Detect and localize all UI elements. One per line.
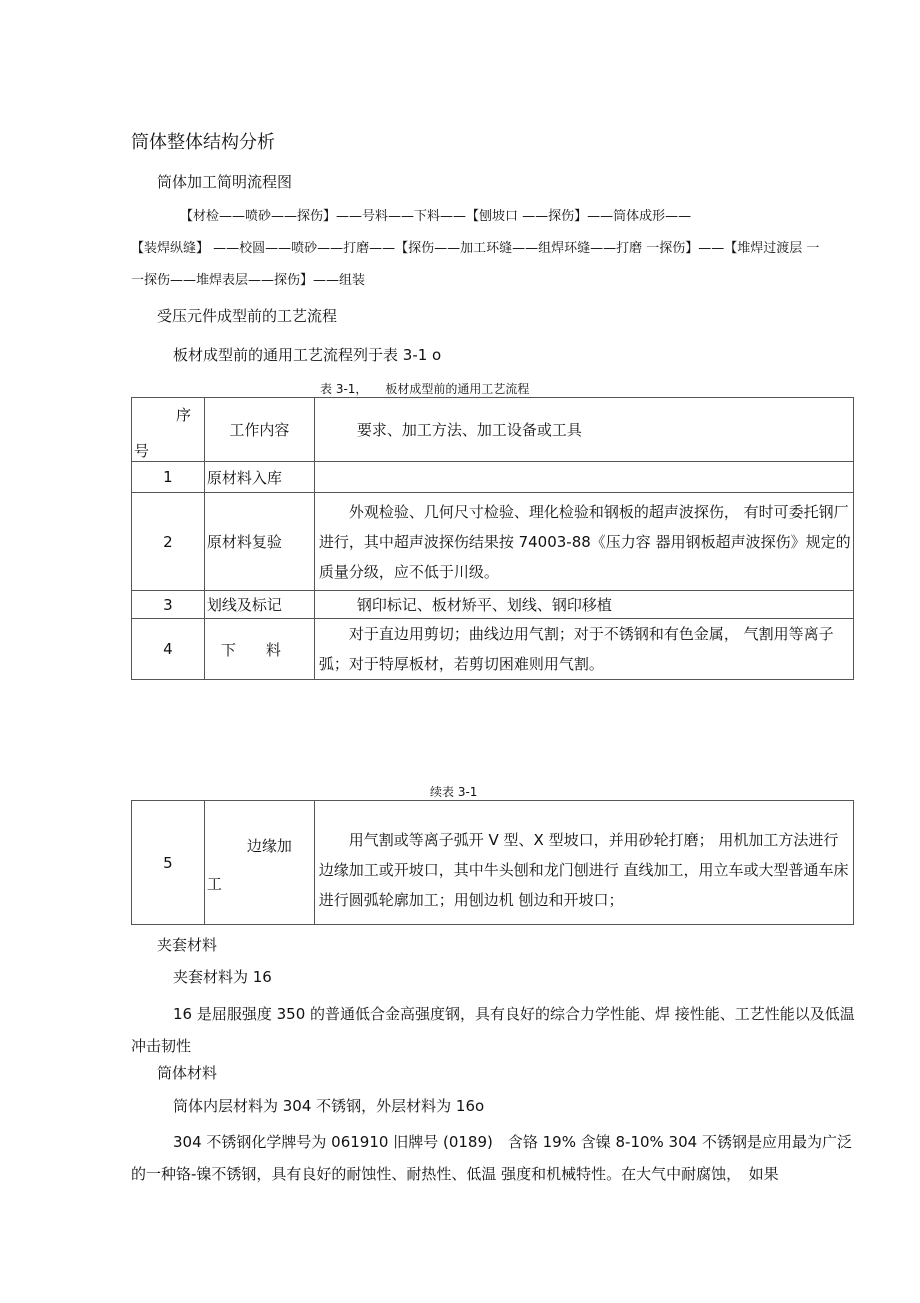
header-content: 工作内容 <box>204 398 314 462</box>
row-seq: 3 <box>132 591 205 619</box>
continued-table-caption: 续表 3-1 <box>430 785 478 799</box>
section-heading-structure: 筒体整体结构分析 <box>131 132 275 153</box>
row-content <box>204 801 314 925</box>
flow-line-1: 【材检——喷砂——探伤】——号料——下料——【刨坡口 ——探伤】——筒体成形—— <box>180 209 692 224</box>
table-row <box>132 591 854 619</box>
row-requirements: 对于直边用剪切；曲线边用气割；对于不锈钢和有色金属， 气割用等离子弧；对于特厚板材，若剪切困难则用气割。 <box>314 619 853 680</box>
row-content: 划线及标记 <box>204 591 314 619</box>
row-content: 原材料入库 <box>204 462 314 493</box>
shell-material-line: 筒体内层材料为 304 不锈钢，外层材料为 16o <box>173 1097 485 1115</box>
header-seq-cell <box>132 398 205 462</box>
clamp-material-heading: 夹套材料 <box>157 936 218 954</box>
row-requirements: 钢印标记、板材矫平、划线、钢印移植 <box>314 591 853 619</box>
table-row <box>132 619 854 680</box>
row-seq: 4 <box>132 619 205 680</box>
table-header-row <box>132 398 854 462</box>
table-caption: 表 3-1， 板材成型前的通用工艺流程 <box>320 382 530 396</box>
table-row <box>132 462 854 493</box>
row-content: 原材料复验 <box>204 493 314 591</box>
row-seq: 5 <box>132 801 205 925</box>
row-content-b: 工 <box>206 875 222 893</box>
header-seq-a: 序 <box>176 406 192 424</box>
table-row <box>132 801 854 925</box>
table-intro: 板材成型前的通用工艺流程列于表 3-1 o <box>173 346 442 364</box>
row-requirements: 用气割或等离子弧开 V 型、X 型坡口，并用砂轮打磨； 用机加工方法进行边缘加工或开坡口，其中牛头刨和龙门刨进行 直线加工，用立车或大型普通车床进行圆弧轮廓加工；用刨边机 刨边和开坡口； <box>314 801 853 925</box>
row-requirements <box>314 462 853 493</box>
header-requirements: 要求、加工方法、加工设备或工具 <box>314 398 853 462</box>
clamp-material-description: 16 是屈服强度 350 的普通低合金高强度钢，具有良好的综合力学性能、焊 接性能、工艺性能以及低温冲击韧性 <box>131 1005 855 1055</box>
row-requirements: 外观检验、几何尺寸检验、理化检验和钢板的超声波探伤， 有时可委托钢厂进行，其中超声波探伤结果按 74003-88《压力容 器用钢板超声波探伤》规定的质量分级，应不低于川级。 <box>314 493 853 591</box>
row-seq: 1 <box>132 462 205 493</box>
flow-line-3: 一探伤——堆焊表层——探伤】——组装 <box>131 273 366 288</box>
process-table <box>131 397 854 680</box>
flow-title: 筒体加工简明流程图 <box>157 173 293 191</box>
continued-table <box>131 800 854 925</box>
table-row <box>132 493 854 591</box>
shell-material-heading: 筒体材料 <box>157 1064 218 1082</box>
stainless-steel-description: 304 不锈钢化学牌号为 061910 旧牌号 (0189) 含铬 19% 含镍 8-10% 304 不锈钢是应用最为广泛的一种铬-镍不锈钢，具有良好的耐蚀性、耐热性、低温 强度和机械特性。在大气中耐腐蚀， 如果 <box>131 1133 852 1183</box>
section-heading-process: 受压元件成型前的工艺流程 <box>157 307 338 325</box>
clamp-material-line: 夹套材料为 16 <box>173 968 272 986</box>
header-seq-b: 号 <box>134 442 150 460</box>
row-content-a: 边缘加 <box>246 837 292 855</box>
flow-line-2: 【装焊纵缝】 ——校圆——喷砂——打磨——【探伤——加工环缝——组焊环缝——打磨 一探伤】——【堆焊过渡层 一 <box>131 241 820 256</box>
row-seq: 2 <box>132 493 205 591</box>
row-content: 下 料 <box>204 619 314 680</box>
